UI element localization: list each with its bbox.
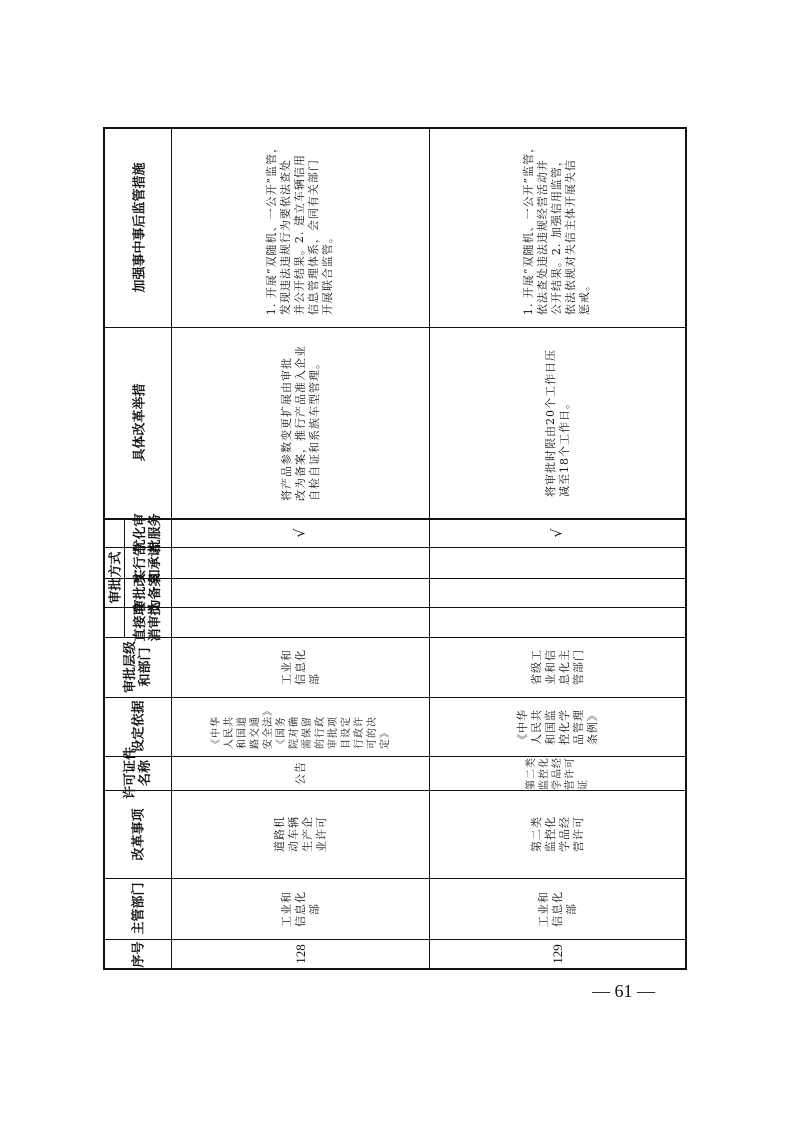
- header-to-filing-label: 审批改为备案: [132, 573, 163, 613]
- row-129-to-filing: [430, 578, 685, 607]
- header-legal-basis-label: 设定依据: [131, 700, 147, 753]
- row-129-notify-commit: [430, 547, 685, 578]
- row-128-permit-name: [172, 756, 429, 790]
- header-approval-method: [106, 518, 122, 637]
- header-specific-measures-label: 具体改革举措: [132, 383, 148, 462]
- row-seq-text: 128: [292, 944, 308, 964]
- row-129-approval-level: [430, 637, 685, 697]
- row-approval-level-text: 省级工 业和信 息化主 管部门: [529, 649, 585, 685]
- header-department-label: 主管部门: [131, 882, 147, 935]
- header-permit-name: [104, 747, 171, 800]
- row-128-legal-basis: [172, 697, 429, 756]
- row-128-supervision: [172, 128, 429, 327]
- header-direct-cancel-label: 直接取消审批: [132, 602, 163, 642]
- row-legal-basis-text: 《中华 人民共 和国监 控化学 品管理 条例》: [515, 708, 599, 745]
- header-approval-level: [104, 637, 171, 697]
- row-129-permit-name: [430, 756, 685, 790]
- row-129-specific-measures: [430, 327, 685, 518]
- row-specific-measures-text: 将产品参数变更扩展由审批 改为备案，推行产品准入企业 自检自证和系族车型管理。: [279, 344, 321, 501]
- header-seq-label: 序号: [131, 940, 147, 968]
- row-reform-item-text: 第二类 监控化 学品经 营许可: [529, 816, 585, 852]
- row-129-department: [430, 878, 685, 939]
- row-supervision-text: 1. 开展“双随机、一公开”监管， 发现违法违规行为要依法查处 并公开结果。2. 建立车辆信用 信息管理体系，会同有关部门 开展联合监管。: [265, 140, 335, 315]
- row-128-department: [172, 878, 429, 939]
- row-129-legal-basis: [430, 697, 685, 756]
- row-128-direct-cancel: [172, 607, 429, 637]
- row-128-optimize-service: [172, 518, 429, 547]
- header-department: [104, 878, 171, 939]
- row-legal-basis-text: 《中华 人民共 和国道 路交通 安全法》 《国务 院对确 需保留 的行政 审批项 目设定 行政许 可的决 定》: [210, 704, 391, 749]
- row-129-seq: [430, 939, 685, 969]
- row-permit-name-text: 第二类 监控化 学品经 营许可 证: [526, 756, 589, 790]
- row-128-to-filing: [172, 578, 429, 607]
- row-department-text: 工业和 信息化 部: [536, 890, 578, 927]
- header-specific-measures: [104, 327, 171, 518]
- header-supervision: [104, 128, 171, 327]
- check-mark: √: [549, 528, 566, 537]
- row-permit-name-text: 公告: [293, 761, 307, 785]
- header-optimize-service: [124, 513, 171, 553]
- header-approval-level-label: 审批层级和部门: [122, 641, 153, 694]
- header-seq: [104, 939, 171, 969]
- row-department-text: 工业和 信息化 部: [279, 890, 321, 927]
- row-reform-item-text: 道路机 动车辆 生产企 业许可: [272, 816, 328, 852]
- row-129-supervision: [430, 128, 685, 327]
- row-128-reform-item: [172, 790, 429, 878]
- header-optimize-service-label: 优化审批服务: [132, 513, 163, 553]
- row-approval-level-text: 工业和 信息化 部: [279, 649, 321, 685]
- row-specific-measures-text: 将审批时限由20个工作日压 减至18个工作日。: [543, 348, 571, 497]
- row-128-seq: [172, 939, 429, 969]
- header-legal-basis: [104, 697, 171, 756]
- row-129-optimize-service: [430, 518, 685, 547]
- row-seq-text: 129: [549, 944, 565, 964]
- header-supervision-label: 加强事中事后监管措施: [132, 162, 148, 293]
- row-128-approval-level: [172, 637, 429, 697]
- page-number: — 61 —: [592, 981, 655, 1001]
- header-permit-name-label: 许可证件名称: [122, 747, 153, 800]
- header-reform-item-label: 改革事项: [131, 807, 147, 861]
- header-approval-method-label: 审批方式: [108, 551, 124, 604]
- row-128-specific-measures: [172, 327, 429, 518]
- row-129-direct-cancel: [430, 607, 685, 637]
- row-supervision-text: 1. 开展“双随机、一公开”监管， 依法查处违法违规经营活动并 公开结果。2. 加强信用监管， 依法依规对失信主体开展失信 惩戒。: [522, 140, 592, 315]
- row-129-reform-item: [430, 790, 685, 878]
- check-mark: √: [292, 528, 309, 537]
- header-notify-commit-label: 实行告知承诺: [132, 543, 163, 583]
- row-128-notify-commit: [172, 547, 429, 578]
- header-reform-item: [104, 790, 171, 878]
